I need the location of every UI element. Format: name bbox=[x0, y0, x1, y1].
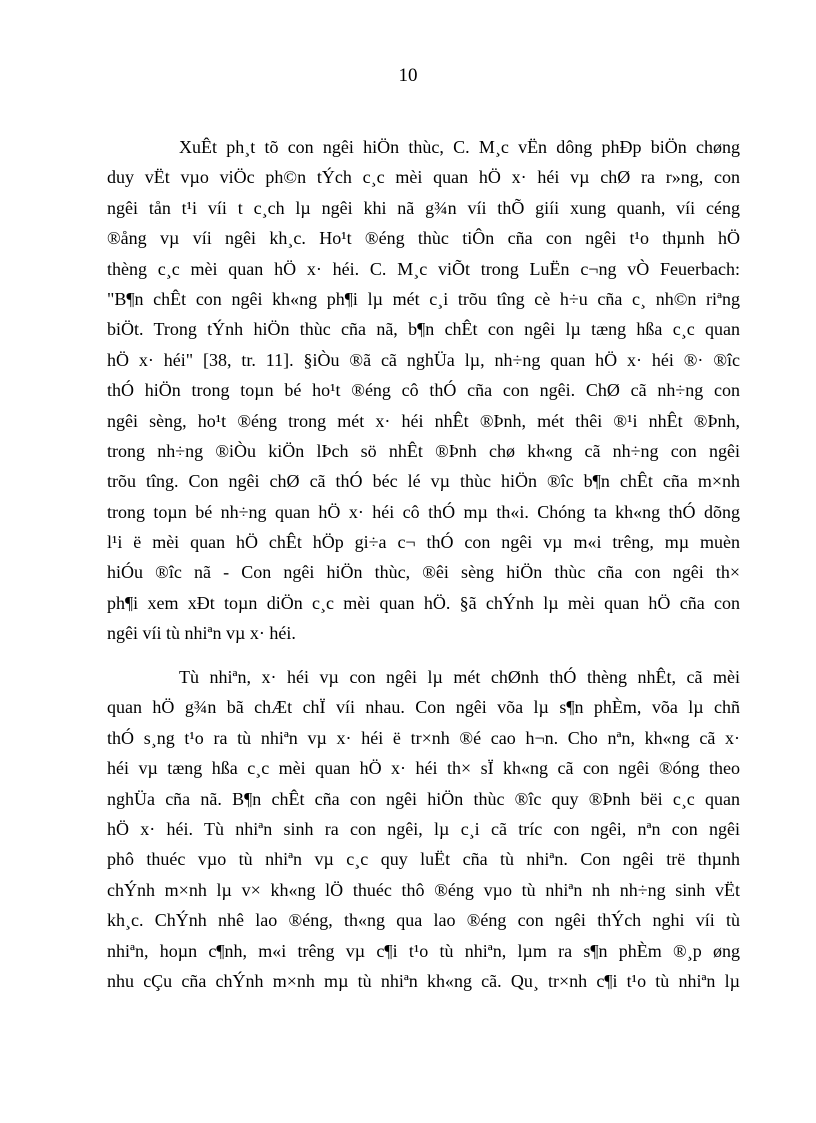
text-line: l¹i ë mèi quan hÖ chÊt hÖp gi÷a c¬ thÓ con ngêi vµ m«i trêng, mµ muèn bbox=[107, 532, 740, 553]
text-line: duy vËt vµo viÖc ph©n tÝch c¸c mèi quan hÖ x· héi vµ chØ ra r»ng, con bbox=[107, 167, 740, 188]
text-line: nhu cÇu cña chÝnh m×nh mµ tù nhiªn kh«ng cã. Qu¸ tr×nh c¶i t¹o tù nhiªn lµ bbox=[107, 970, 740, 991]
text-line: biÖt. Trong tÝnh hiÖn thùc cña nã, b¶n chÊt con ngêi lµ tæng hßa c¸c quan bbox=[107, 319, 740, 340]
text-line: hÖ x· héi. Tù nhiªn sinh ra con ngêi, lµ c¸i cã tríc con ngêi, nªn con ngêi bbox=[107, 818, 740, 839]
text-line: quan hÖ g¾n bã chÆt chÏ víi nhau. Con ngêi võa lµ s¶n phÈm, võa lµ chñ bbox=[107, 697, 740, 718]
text-line: ngêi tån t¹i víi t c¸ch lµ ngêi khi nã g¾n víi thÕ giíi xung quanh, víi céng bbox=[107, 197, 740, 218]
text-line: XuÊt ph¸t tõ con ngêi hiÖn thùc, C. M¸c vËn dông phÐp biÖn chøng bbox=[179, 137, 740, 157]
text-line: trong toµn bé nh÷ng quan hÖ x· héi cô thÓ mµ th«i. Chóng ta kh«ng thÓ dõng bbox=[107, 501, 740, 522]
text-line: nhiªn, hoµn c¶nh, m«i trêng vµ c¶i t¹o tù nhiªn, lµm ra s¶n phÈm ®¸p øng bbox=[107, 940, 740, 961]
text-line: thÓ hiÖn trong toµn bé ho¹t ®éng cô thÓ cña con ngêi. ChØ cã nh÷ng con bbox=[107, 380, 740, 401]
text-line: trong nh÷ng ®iÒu kiÖn lÞch sö nhÊt ®Þnh chø kh«ng cã nh÷ng con ngêi bbox=[107, 440, 740, 461]
text-line: Tù nhiªn, x· héi vµ con ngêi lµ mét chØnh thÓ thèng nhÊt, cã mèi bbox=[179, 667, 740, 687]
text-line: nghÜa cña nã. B¶n chÊt cña con ngêi hiÖn thùc ®îc quy ®Þnh bëi c¸c quan bbox=[107, 788, 740, 809]
text-line: héi vµ tæng hßa c¸c mèi quan hÖ x· héi th× sÏ kh«ng cã con ngêi ®óng theo bbox=[107, 758, 740, 779]
text-line: ph¶i xem xÐt toµn diÖn c¸c mèi quan hÖ. §ã chÝnh lµ mèi quan hÖ cña con bbox=[107, 592, 740, 613]
text-line: phô thuéc vµo tù nhiªn vµ c¸c quy luËt cña tù nhiªn. Con ngêi trë thµnh bbox=[107, 849, 740, 870]
text-line: chÝnh m×nh lµ v× kh«ng lÖ thuéc thô ®éng vµo tù nhiªn nh nh÷ng sinh vËt bbox=[107, 879, 740, 900]
paragraph-1 bbox=[107, 132, 740, 649]
paragraph-2 bbox=[107, 662, 740, 996]
text-line: ngêi sèng, ho¹t ®éng trong mét x· héi nhÊt ®Þnh, mét thêi ®¹i nhÊt ®Þnh, bbox=[107, 410, 740, 431]
text-line: hiÓu ®îc nã - Con ngêi hiÖn thùc, ®êi sèng hiÖn thùc cña con ngêi th× bbox=[107, 562, 740, 583]
text-line: ®ång vµ víi ngêi kh¸c. Ho¹t ®éng thùc tiÔn cña con ngêi t¹o thµnh hÖ bbox=[107, 228, 740, 249]
text-line: trõu tîng. Con ngêi chØ cã thÓ béc lé vµ thùc hiÖn ®îc b¶n chÊt cña m×nh bbox=[107, 471, 740, 492]
text-line: thÓ s¸ng t¹o ra tù nhiªn vµ x· héi ë tr×nh ®é cao h¬n. Cho nªn, kh«ng cã x· bbox=[107, 727, 740, 748]
text-line: hÖ x· héi" [38, tr. 11]. §iÒu ®ã cã nghÜa lµ, nh÷ng quan hÖ x· héi ®· ®îc bbox=[107, 349, 740, 370]
text-line: ngêi víi tù nhiªn vµ x· héi. bbox=[107, 623, 296, 644]
page-number: 10 bbox=[398, 65, 418, 86]
text-line: thèng c¸c mèi quan hÖ x· héi. C. M¸c viÕt trong LuËn c¬ng vÒ Feuerbach: bbox=[107, 258, 740, 279]
text-line: "B¶n chÊt con ngêi kh«ng ph¶i lµ mét c¸i trõu tîng cè h÷u cña c¸ nh©n riªng bbox=[107, 288, 740, 309]
text-line: kh¸c. ChÝnh nhê lao ®éng, th«ng qua lao ®éng con ngêi thÝch nghi víi tù bbox=[107, 910, 740, 931]
